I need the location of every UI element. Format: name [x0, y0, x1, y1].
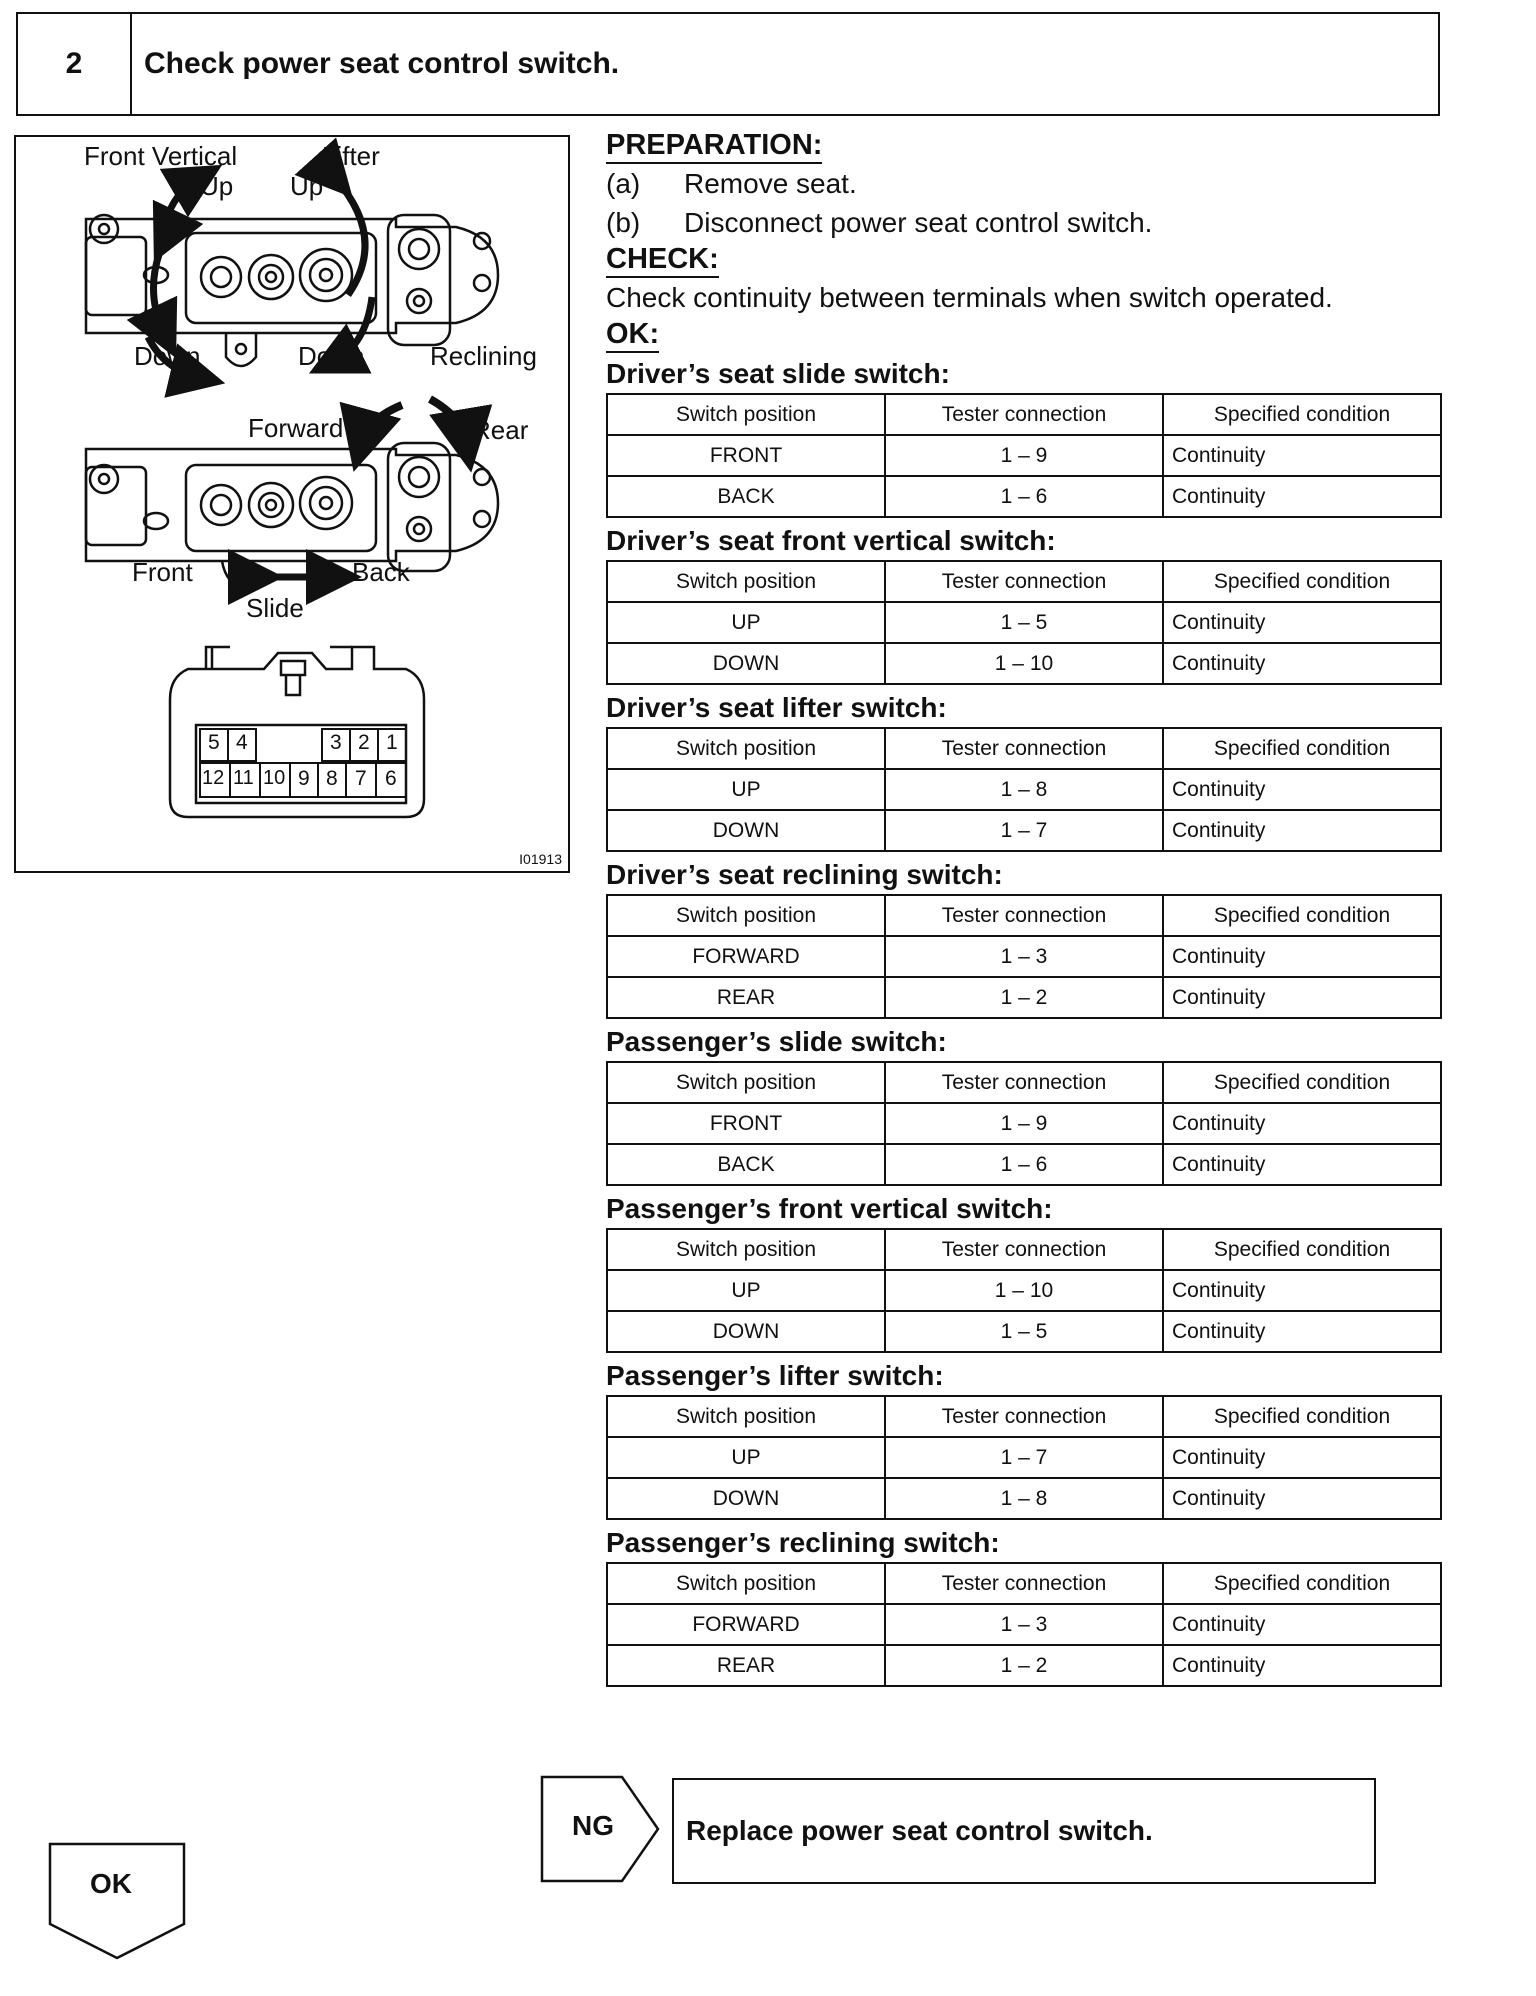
- prep-marker: (b): [606, 207, 641, 238]
- column-header: Tester connection: [885, 1229, 1163, 1270]
- table-cell: Continuity: [1163, 1103, 1441, 1144]
- table-cell: 1 – 6: [885, 476, 1163, 517]
- spec-table: [606, 1562, 1442, 1687]
- label-down-left: Down: [134, 341, 201, 371]
- table-header-row: [607, 1563, 1441, 1604]
- table-cell: Continuity: [1163, 936, 1441, 977]
- table-cell: FRONT: [607, 435, 885, 476]
- table-cell: UP: [607, 769, 885, 810]
- table-cell: Continuity: [1163, 476, 1441, 517]
- ng-label: NG: [572, 1810, 614, 1841]
- table-cell: REAR: [607, 977, 885, 1018]
- ok-flow-box: [48, 1842, 186, 1960]
- column-header: Tester connection: [885, 1062, 1163, 1103]
- pin-5: 5: [208, 731, 220, 754]
- table-row: [607, 476, 1441, 517]
- table-cell: 1 – 5: [885, 602, 1163, 643]
- table-cell: 1 – 9: [885, 435, 1163, 476]
- spec-table: [606, 393, 1442, 518]
- table-cell: Continuity: [1163, 435, 1441, 476]
- table-row: [607, 810, 1441, 851]
- prep-marker: (a): [606, 168, 641, 199]
- step-header: [16, 12, 1440, 116]
- spec-table: [606, 727, 1442, 852]
- switch-illustration: [14, 135, 570, 873]
- spec-table: [606, 1228, 1442, 1353]
- ok-heading: OK:: [606, 317, 659, 353]
- column-header: Switch position: [607, 728, 885, 769]
- table-cell: 1 – 8: [885, 1478, 1163, 1519]
- pin-8: 8: [326, 767, 338, 790]
- table-header-row: [607, 1396, 1441, 1437]
- pin-9: 9: [298, 767, 310, 790]
- column-header: Tester connection: [885, 561, 1163, 602]
- table-cell: BACK: [607, 1144, 885, 1185]
- column-header: Specified condition: [1163, 728, 1441, 769]
- table-row: [607, 936, 1441, 977]
- table-cell: 1 – 3: [885, 1604, 1163, 1645]
- table-title: Passenger’s lifter switch:: [606, 1360, 944, 1391]
- pin-11: 11: [233, 767, 254, 789]
- label-front: Front: [132, 557, 193, 587]
- front-vertical-arrow: [153, 237, 166, 333]
- table-row: [607, 602, 1441, 643]
- step-number: 2: [18, 14, 132, 114]
- table-cell: Continuity: [1163, 810, 1441, 851]
- check-text: Check continuity between terminals when switch operated.: [606, 282, 1333, 313]
- table-title: Passenger’s slide switch:: [606, 1026, 947, 1057]
- table-cell: Continuity: [1163, 1645, 1441, 1686]
- ok-flow-label: OK: [90, 1868, 132, 1899]
- table-cell: 1 – 9: [885, 1103, 1163, 1144]
- lifter-arrow: [334, 177, 365, 295]
- spec-table: [606, 1395, 1442, 1520]
- table-cell: BACK: [607, 476, 885, 517]
- column-header: Specified condition: [1163, 1062, 1441, 1103]
- table-cell: 1 – 5: [885, 1311, 1163, 1352]
- column-header: Switch position: [607, 561, 885, 602]
- table-header-row: [607, 394, 1441, 435]
- prep-item-b: [606, 203, 1442, 242]
- label-forward: Forward: [248, 413, 344, 443]
- column-header: Tester connection: [885, 728, 1163, 769]
- table-cell: 1 – 10: [885, 1270, 1163, 1311]
- check-heading: CHECK:: [606, 242, 719, 278]
- column-header: Switch position: [607, 1563, 885, 1604]
- prep-text: Remove seat.: [684, 168, 857, 199]
- column-header: Tester connection: [885, 895, 1163, 936]
- table-cell: Continuity: [1163, 1311, 1441, 1352]
- table-cell: 1 – 2: [885, 1645, 1163, 1686]
- table-cell: 1 – 6: [885, 1144, 1163, 1185]
- table-cell: 1 – 8: [885, 769, 1163, 810]
- table-header-row: [607, 1062, 1441, 1103]
- prep-item-a: [606, 164, 1442, 203]
- column-header: Switch position: [607, 1229, 885, 1270]
- front-up-arrow: [166, 179, 198, 221]
- table-row: [607, 1270, 1441, 1311]
- table-cell: DOWN: [607, 643, 885, 684]
- column-header: Switch position: [607, 394, 885, 435]
- table-row: [607, 1103, 1441, 1144]
- pin-12: 12: [202, 767, 225, 789]
- column-header: Specified condition: [1163, 1229, 1441, 1270]
- table-cell: Continuity: [1163, 1437, 1441, 1478]
- pin-4: 4: [236, 731, 248, 754]
- ng-result-box: Replace power seat control switch.: [672, 1778, 1376, 1884]
- table-cell: Continuity: [1163, 643, 1441, 684]
- table-cell: Continuity: [1163, 602, 1441, 643]
- column-header: Specified condition: [1163, 895, 1441, 936]
- pin-6: 6: [385, 767, 397, 790]
- spec-table: [606, 1061, 1442, 1186]
- table-row: [607, 435, 1441, 476]
- column-header: Specified condition: [1163, 394, 1441, 435]
- pin-2: 2: [358, 731, 370, 754]
- table-cell: UP: [607, 1270, 885, 1311]
- table-header-row: [607, 1229, 1441, 1270]
- table-row: [607, 1478, 1441, 1519]
- label-lifter: Lifter: [322, 141, 380, 171]
- table-cell: 1 – 10: [885, 643, 1163, 684]
- table-cell: Continuity: [1163, 977, 1441, 1018]
- table-title: Driver’s seat reclining switch:: [606, 859, 1003, 890]
- pin-3: 3: [330, 731, 342, 754]
- pin-7: 7: [355, 767, 367, 790]
- table-cell: 1 – 7: [885, 1437, 1163, 1478]
- table-cell: DOWN: [607, 1478, 885, 1519]
- spec-tables: [606, 355, 1442, 1687]
- table-cell: REAR: [607, 1645, 885, 1686]
- table-row: [607, 1311, 1441, 1352]
- table-row: [607, 769, 1441, 810]
- prep-text: Disconnect power seat control switch.: [684, 207, 1153, 238]
- instructions: [606, 128, 1442, 1691]
- table-row: [607, 1144, 1441, 1185]
- label-up-left: Up: [200, 171, 234, 201]
- table-cell: 1 – 7: [885, 810, 1163, 851]
- table-cell: Continuity: [1163, 1144, 1441, 1185]
- column-header: Specified condition: [1163, 561, 1441, 602]
- column-header: Switch position: [607, 895, 885, 936]
- table-cell: FORWARD: [607, 936, 885, 977]
- label-back: Back: [352, 557, 410, 587]
- table-cell: UP: [607, 1437, 885, 1478]
- table-cell: FORWARD: [607, 1604, 885, 1645]
- table-title: Driver’s seat lifter switch:: [606, 692, 947, 723]
- figure-code: I01913: [519, 851, 562, 867]
- table-cell: Continuity: [1163, 769, 1441, 810]
- pin-1: 1: [386, 731, 398, 754]
- pin-10: 10: [263, 767, 286, 789]
- table-cell: DOWN: [607, 1311, 885, 1352]
- preparation-heading: PREPARATION:: [606, 128, 822, 164]
- table-cell: 1 – 3: [885, 936, 1163, 977]
- table-row: [607, 643, 1441, 684]
- column-header: Specified condition: [1163, 1396, 1441, 1437]
- column-header: Switch position: [607, 1396, 885, 1437]
- column-header: Switch position: [607, 1062, 885, 1103]
- label-up-right: Up: [290, 171, 324, 201]
- table-cell: FRONT: [607, 1103, 885, 1144]
- label-reclining: Reclining: [430, 341, 537, 371]
- forward-arrow: [362, 405, 402, 441]
- column-header: Specified condition: [1163, 1563, 1441, 1604]
- column-header: Tester connection: [885, 1396, 1163, 1437]
- switch-drawing: [16, 137, 568, 871]
- table-row: [607, 1645, 1441, 1686]
- table-row: [607, 1604, 1441, 1645]
- label-slide: Slide: [246, 593, 304, 623]
- table-row: [607, 1437, 1441, 1478]
- column-header: Tester connection: [885, 394, 1163, 435]
- table-cell: Continuity: [1163, 1478, 1441, 1519]
- table-cell: 1 – 2: [885, 977, 1163, 1018]
- spec-table: [606, 560, 1442, 685]
- table-title: Passenger’s front vertical switch:: [606, 1193, 1053, 1224]
- table-title: Passenger’s reclining switch:: [606, 1527, 1000, 1558]
- table-cell: DOWN: [607, 810, 885, 851]
- table-row: [607, 977, 1441, 1018]
- column-header: Tester connection: [885, 1563, 1163, 1604]
- table-title: Driver’s seat slide switch:: [606, 358, 950, 389]
- table-cell: Continuity: [1163, 1270, 1441, 1311]
- table-header-row: [607, 561, 1441, 602]
- table-title: Driver’s seat front vertical switch:: [606, 525, 1056, 556]
- label-front-vertical: Front Vertical: [84, 141, 238, 171]
- label-down-right: Down: [298, 341, 365, 371]
- label-rear: Rear: [472, 415, 529, 445]
- table-header-row: [607, 895, 1441, 936]
- rear-arrow: [430, 399, 466, 441]
- table-header-row: [607, 728, 1441, 769]
- spec-table: [606, 894, 1442, 1019]
- step-title: Check power seat control switch.: [144, 47, 620, 80]
- table-cell: Continuity: [1163, 1604, 1441, 1645]
- table-cell: UP: [607, 602, 885, 643]
